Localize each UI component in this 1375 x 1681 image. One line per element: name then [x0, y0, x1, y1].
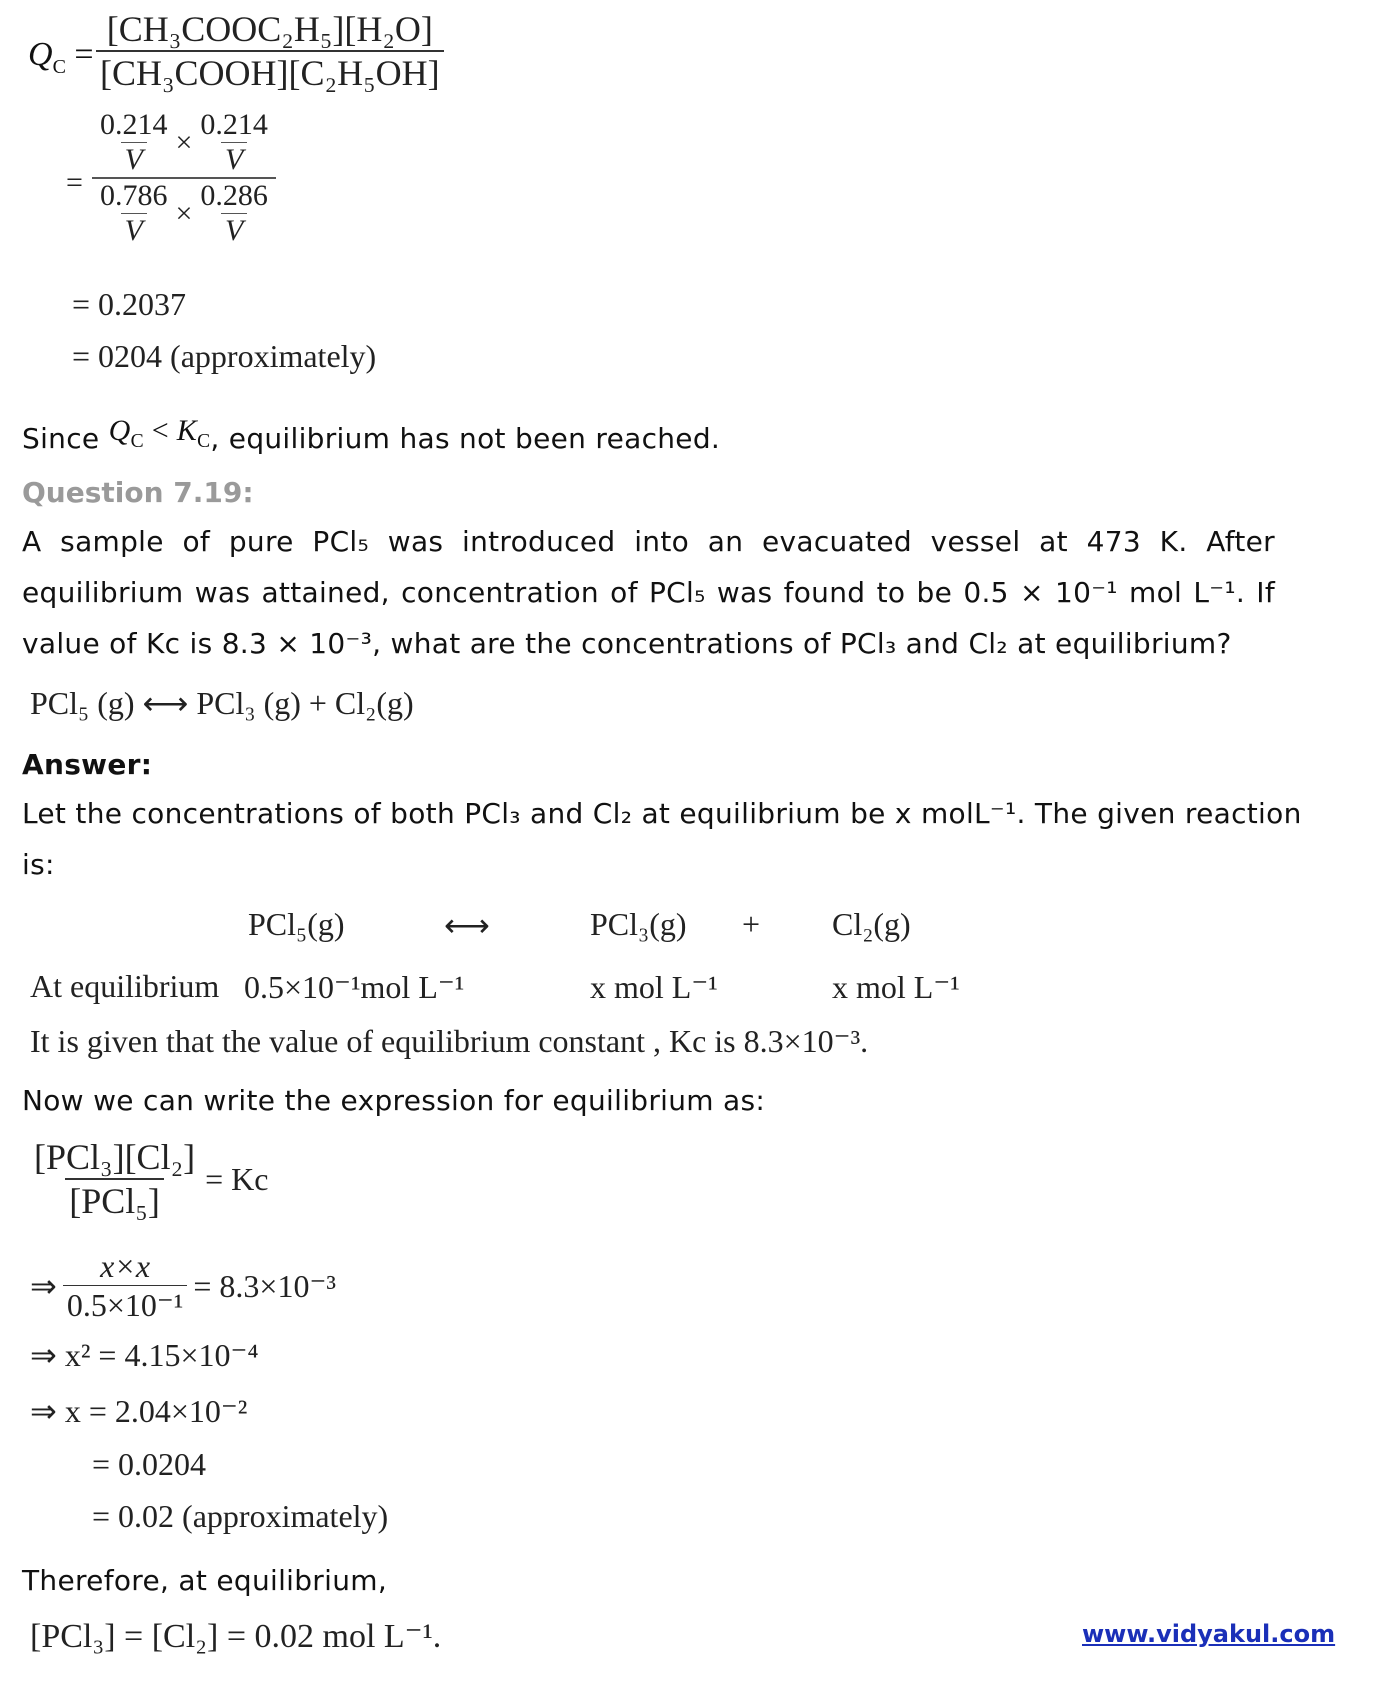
question-heading: Question 7.19:: [22, 476, 254, 509]
inner-d-num: 0.286: [200, 179, 268, 212]
step1-rhs: = 8.3×10⁻³: [193, 1268, 336, 1304]
times-sign: ×: [175, 196, 193, 230]
question-line-1: A sample of pure PCl₅ was introduced into an evacuated vessel at 473 K. After: [22, 525, 1275, 558]
step1-numerator: x×x: [100, 1248, 151, 1284]
implies-arrow: ⇒: [30, 1268, 57, 1304]
since-line: Since $Q_C < K_C$, equilibrium has not been reached.: [22, 414, 721, 455]
now-line: Now we can write the expression for equilibrium as:: [22, 1084, 766, 1117]
step-3: ⇒ x = 2.04×10⁻²: [30, 1393, 248, 1429]
inner-b-num: 0.214: [200, 108, 268, 141]
qc-denominator: [CH₃COOH][C₂H₅OH]: [96, 50, 444, 94]
qc-approx: = 0204 (approximately): [72, 338, 377, 374]
final-result: [PCl₃] = [Cl₂] = 0.02 mol L⁻¹.: [30, 1618, 442, 1655]
inner-d-den: V: [221, 213, 247, 248]
species-pcl5: PCl₅(g): [248, 906, 345, 942]
answer-heading: Answer:: [22, 748, 153, 781]
inner-c-den: V: [121, 213, 147, 248]
qc-result: = 0.2037: [72, 286, 187, 322]
species-pcl3: PCl₃(g): [590, 906, 687, 942]
expr-rhs: = Kc: [205, 1160, 269, 1197]
question-reaction: PCl₅ (g) ⟷ PCl₃ (g) + Cl₂(g): [30, 685, 414, 721]
vidyakul-link[interactable]: www.vidyakul.com: [1082, 1620, 1336, 1648]
times-sign: ×: [175, 125, 193, 159]
step-2: ⇒ x² = 4.15×10⁻⁴: [30, 1337, 259, 1373]
answer-line-1: Let the concentrations of both PCl₃ and Cl₂ at equilibrium be x molL⁻¹. The given reaction: [22, 797, 1302, 830]
plus-sign: +: [742, 906, 761, 942]
kc-expression: [30, 1136, 268, 1222]
question-line-2: equilibrium was attained, concentration of PCl₅ was found to be 0.5 × 10⁻¹ mol L⁻¹. If: [22, 576, 1275, 609]
question-line-3: value of Kc is 8.3 × 10⁻³, what are the concentrations of PCl₃ and Cl₂ at equilibrium?: [22, 627, 1232, 660]
step-1: [30, 1248, 336, 1324]
given-kc: It is given that the value of equilibrium constant , Kc is 8.3×10⁻³.: [30, 1023, 869, 1059]
expr-denominator: [PCl₅]: [65, 1178, 164, 1222]
answer-line-2: is:: [22, 848, 55, 881]
qc-compound-fraction: [92, 108, 276, 248]
pcl3-conc: x mol L⁻¹: [590, 969, 718, 1005]
at-equilibrium-label: At equilibrium: [30, 968, 220, 1004]
equilibrium-arrow: ⟷: [444, 907, 490, 943]
step-5: = 0.02 (approximately): [92, 1498, 389, 1534]
step-4: = 0.0204: [92, 1446, 207, 1482]
inner-a-num: 0.214: [100, 108, 168, 141]
qc-second-eq-sign: =: [66, 166, 83, 199]
species-cl2: Cl₂(g): [832, 906, 911, 942]
qc-numerator: [CH₃COOC₂H₅][H₂O]: [106, 9, 433, 49]
step1-denominator: 0.5×10⁻¹: [63, 1285, 188, 1324]
inner-c-num: 0.786: [100, 179, 168, 212]
inner-a-den: V: [121, 142, 147, 177]
expr-numerator: [PCl₃][Cl₂]: [34, 1137, 196, 1177]
cl2-conc: x mol L⁻¹: [832, 969, 960, 1005]
qc-main-fraction: [96, 8, 444, 94]
qc-symbol: $Q_C$ =: [28, 36, 94, 78]
inner-b-den: V: [221, 142, 247, 177]
pcl5-conc: 0.5×10⁻¹mol L⁻¹: [244, 969, 465, 1005]
therefore-line: Therefore, at equilibrium,: [22, 1564, 388, 1597]
